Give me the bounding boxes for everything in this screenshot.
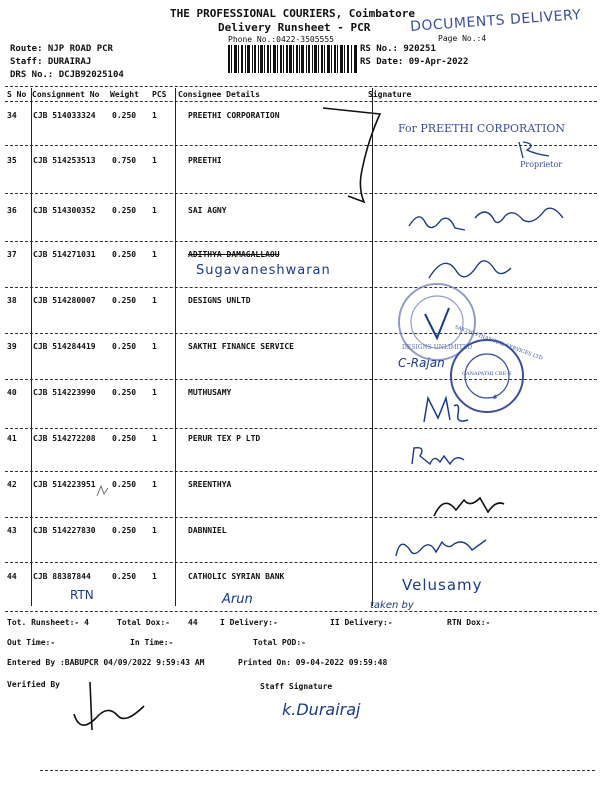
- dabnniel-signature: [392, 530, 492, 564]
- company-title: THE PROFESSIONAL COURIERS, Coimbatore: [170, 7, 416, 20]
- row-consignee: ADITHYA DAMAGALLAOU: [188, 250, 280, 259]
- row-weight: 0.250: [112, 296, 137, 305]
- staff-name: Staff: DURAIRAJ: [10, 57, 92, 67]
- taken-by-handwriting: taken by: [370, 600, 414, 611]
- row-divider: [5, 471, 597, 472]
- row-sno: 40: [7, 388, 17, 397]
- row-weight: 0.250: [112, 480, 137, 489]
- muthusamy-signature: [420, 392, 480, 428]
- preethi-corporation-stamp: For PREETHI CORPORATION: [398, 122, 566, 135]
- rs-number: RS No.: 920251: [360, 44, 436, 54]
- drs-number: DRS No.: DCJB92025104: [10, 70, 124, 80]
- row-consignee: SAKTHI FINANCE SERVICE: [188, 342, 294, 351]
- row-consignee: PERUR TEX P LTD: [188, 434, 261, 443]
- row-sno: 37: [7, 250, 17, 259]
- row-consignment: CJB 88387844: [33, 572, 91, 581]
- row-consignee: PREETHI CORPORATION: [188, 111, 280, 120]
- phone-number: Phone No.:0422-3505555: [228, 35, 334, 44]
- row-sno: 43: [7, 526, 17, 535]
- sakthi-finance-stamp-city: GANAPATHI CBE-6: [462, 371, 512, 377]
- row-consignment: CJB 514227830: [33, 526, 96, 535]
- row-weight: 0.250: [112, 206, 137, 215]
- total-pod: Total POD:-: [253, 638, 306, 647]
- column-header-divider: [5, 101, 597, 102]
- row-weight: 0.250: [112, 434, 137, 443]
- column-header-consignment: Consignment No: [32, 90, 100, 99]
- row-consignment: CJB 514271031: [33, 250, 96, 259]
- row-consignee: MUTHUSAMY: [188, 388, 232, 397]
- row-consignee: SREENTHYA: [188, 480, 232, 489]
- row-consignee: SAI AGNY: [188, 206, 227, 215]
- column-header-consignee: Consignee Details: [178, 90, 260, 99]
- row-consignment: CJB 514300352: [33, 206, 96, 215]
- row-pcs: 1: [152, 480, 157, 489]
- header-divider: [5, 86, 597, 87]
- row-weight: 0.250: [112, 388, 137, 397]
- row-pcs: 1: [152, 250, 157, 259]
- row-sno: 36: [7, 206, 17, 215]
- entered-by: Entered By :BABUPCR 04/09/2022 9:59:43 AM: [7, 658, 205, 667]
- row-pcs: 1: [152, 342, 157, 351]
- row-weight: 0.250: [112, 572, 137, 581]
- row-pcs: 1: [152, 111, 157, 120]
- total-runsheet: Tot. Runsheet:- 4: [7, 618, 89, 627]
- row-consignment: CJB 514253513: [33, 156, 96, 165]
- total-dox-value: 44: [188, 618, 198, 627]
- row-sno: 35: [7, 156, 17, 165]
- row-consignment: CJB 514272208: [33, 434, 96, 443]
- sreenthya-signature: [430, 490, 510, 522]
- route: Route: NJP ROAD PCR: [10, 44, 113, 54]
- printed-on: Printed On: 09-04-2022 09:59:48: [238, 658, 388, 667]
- footer-divider: [40, 770, 595, 771]
- col-line-consignee: [175, 88, 176, 606]
- sakthi-finance-stamp-label: SAKTHI FINANCIAL SERVICES LTD: [453, 324, 544, 362]
- proprietor-signature: [515, 138, 555, 162]
- row-weight: 0.250: [112, 250, 137, 259]
- row-consignment: CJB 514280007: [33, 296, 96, 305]
- staff-signature-label: Staff Signature: [260, 682, 333, 691]
- arun-handwriting: Arun: [222, 592, 253, 607]
- verified-by-label: Verified By: [7, 680, 60, 689]
- row-consignee: DESIGNS UNLTD: [188, 296, 251, 305]
- c-rajan-signature: C-Rajan: [398, 356, 445, 370]
- column-header-sno: S No: [7, 90, 27, 99]
- row-sno: 38: [7, 296, 17, 305]
- row-consignment: CJB 514223951: [33, 480, 96, 489]
- row-sno: 41: [7, 434, 17, 443]
- table-bottom-divider: [5, 611, 597, 612]
- row-pcs: 1: [152, 526, 157, 535]
- row-divider: [5, 145, 597, 146]
- row-divider: [5, 193, 597, 194]
- column-header-signature: Signature: [368, 90, 412, 99]
- column-header-weight: Weight: [110, 90, 139, 99]
- row-pcs: 1: [152, 156, 157, 165]
- designs-unlimited-stamp-label: DESIGNS UNLIMITED: [402, 344, 473, 351]
- row-sno: 44: [7, 572, 17, 581]
- velusamy-handwriting: Velusamy: [402, 576, 483, 594]
- rs-date: RS Date: 09-Apr-2022: [360, 57, 469, 67]
- col-line-consignment: [31, 88, 32, 606]
- durairaj-signature: k.Durairaj: [282, 700, 361, 719]
- column-header-pcs: PCS: [152, 90, 167, 99]
- out-time: Out Time:-: [7, 638, 56, 647]
- small-initial-mark: [95, 484, 111, 498]
- row-consignee: CATHOLIC SYRIAN BANK: [188, 572, 285, 581]
- verifier-signature: [60, 676, 150, 736]
- proprietor-label: Proprietor: [520, 160, 563, 169]
- total-dox-label: Total Dox:-: [117, 618, 170, 627]
- row-divider: [5, 241, 597, 242]
- row-sno: 34: [7, 111, 17, 120]
- delivery-tick-signature: [318, 100, 388, 210]
- documents-delivery-stamp: DOCUMENTS DELIVERY: [409, 7, 582, 35]
- row-divider: [5, 562, 597, 563]
- row-divider: [5, 333, 597, 334]
- row-consignment: CJB 514223990: [33, 388, 96, 397]
- row-pcs: 1: [152, 206, 157, 215]
- sai-agny-signature: [405, 200, 575, 240]
- runsheet-title: Delivery Runsheet - PCR: [218, 21, 371, 34]
- first-delivery: I Delivery:-: [220, 618, 278, 627]
- row-consignment: CJB 514284419: [33, 342, 96, 351]
- row-weight: 0.250: [112, 342, 137, 351]
- row-pcs: 1: [152, 388, 157, 397]
- row-consignee: PREETHI: [188, 156, 222, 165]
- row-weight: 0.750: [112, 156, 137, 165]
- rtn-dox: RTN Dox:-: [447, 618, 491, 627]
- in-time: In Time:-: [130, 638, 174, 647]
- row-divider: [5, 428, 597, 429]
- row-consignment: CJB 514033324: [33, 111, 96, 120]
- sugavaneshwaran-handwriting: Sugavaneshwaran: [196, 263, 331, 278]
- row-pcs: 1: [152, 296, 157, 305]
- row-pcs: 1: [152, 434, 157, 443]
- row-weight: 0.250: [112, 111, 137, 120]
- page-number: Page No.:4: [438, 34, 487, 43]
- barcode: [228, 45, 358, 73]
- row-sno: 39: [7, 342, 17, 351]
- row-sno: 42: [7, 480, 17, 489]
- row-weight: 0.250: [112, 526, 137, 535]
- perur-tex-signature: [408, 444, 468, 470]
- rtn-handwriting: RTN: [70, 588, 94, 602]
- second-delivery: II Delivery:-: [330, 618, 393, 627]
- row-pcs: 1: [152, 572, 157, 581]
- row-consignee: DABNNIEL: [188, 526, 227, 535]
